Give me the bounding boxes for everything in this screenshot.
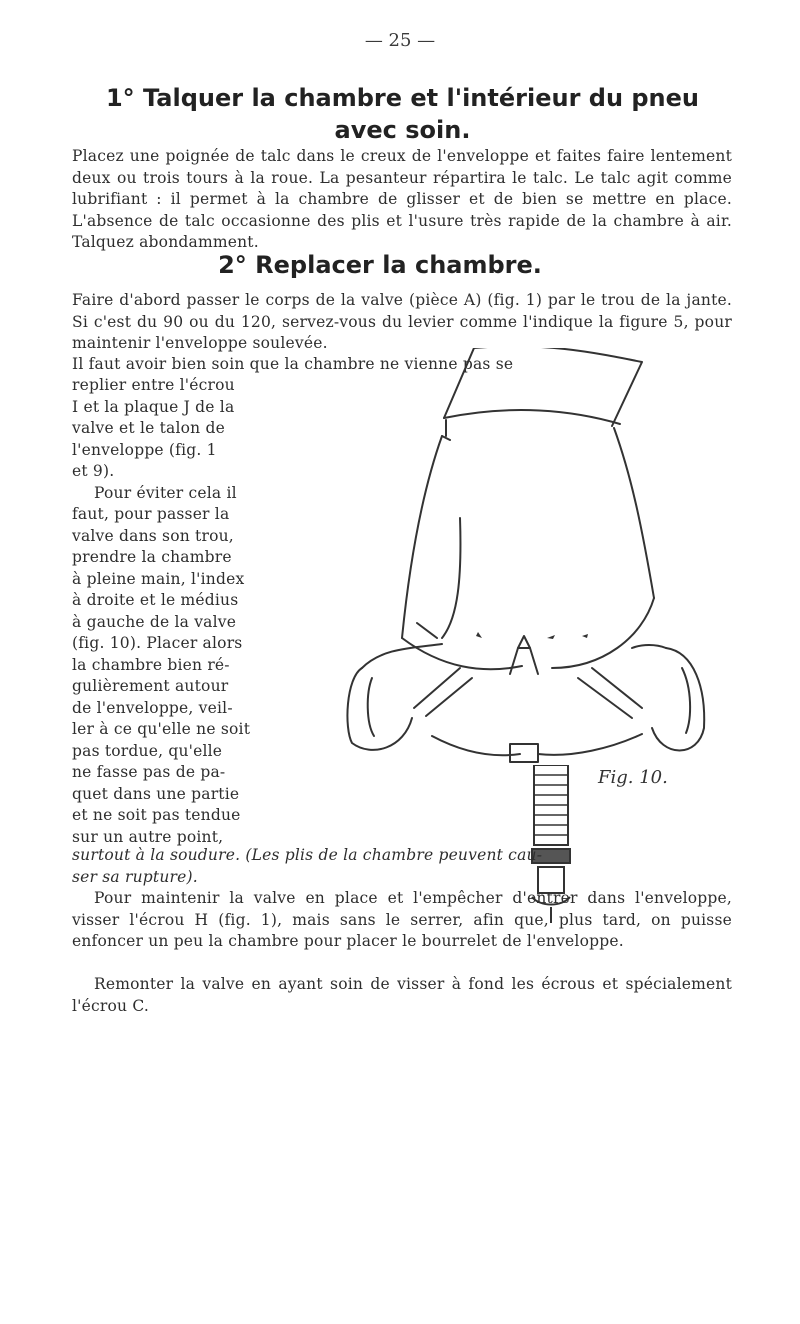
section1-title-line1: 1° Talquer la chambre et l'intérieur du pneu (105, 84, 700, 112)
text-line: la chambre bien ré- (72, 655, 230, 674)
text-line: de l'enveloppe, veil- (72, 698, 233, 717)
text-line: ne fasse pas de pa- (72, 763, 226, 781)
text-line: et ne soit pas tendue (72, 806, 241, 824)
section1-title (70, 82, 735, 146)
page-number: — 25 — (364, 30, 436, 51)
text-line: faut, pour passer la (72, 505, 230, 523)
text-line: l'enveloppe (fig. 1 (72, 440, 217, 459)
section1-title-line2: avec soin. (334, 116, 471, 144)
valve-hand-drawing (342, 348, 712, 768)
text-line: (fig. 10). Placer alors (72, 634, 243, 652)
text-line: sur un autre point, (72, 827, 224, 846)
text-line: quet dans une partie (72, 784, 240, 803)
text-line: à droite et le médius (72, 591, 239, 609)
text-line: à gauche de la valve (72, 612, 237, 631)
text-line: et 9). (72, 462, 115, 480)
section1-paragraph: Placez une poignée de talc dans le creux de l'enveloppe et faites faire lentement deux ou trois tours à la roue. La pesanteur répartira le talc. Le talc agit comme lubrifiant : il permet à la chambre de glisser et de bien se mettre en place. L'absence de talc occasionne des plis et l'usure très rapide de la chambre à air. Talquez abondamment. (72, 147, 732, 251)
text-line: à pleine main, l'index (72, 569, 245, 588)
text-line: pas tordue, qu'elle (72, 741, 223, 760)
text-line: Pour éviter cela il (94, 483, 237, 502)
text-line: valve et le talon de (72, 419, 225, 437)
figure-10-illustration (342, 348, 712, 768)
text-line: valve dans son trou, (72, 526, 234, 545)
section2-title: 2° Replacer la chambre. (218, 251, 542, 279)
italic-line: ser sa rupture). (72, 867, 198, 886)
italic-line: surtout à la soudure. (Les plis de la chambre peuvent cau- (72, 846, 543, 864)
section2-paragraph4: Remonter la valve en ayant soin de visser à fond les écrous et spécialement l'écrou C. (72, 975, 732, 1015)
figure-caption: Fig. 10. (598, 767, 668, 788)
section2-italic-note (72, 845, 732, 888)
text-line: gulièrement autour (72, 677, 229, 695)
text-line: prendre la chambre (72, 548, 232, 566)
section2-paragraph2-column (72, 375, 340, 848)
section2-paragraph2-first-line: Il faut avoir bien soin que la chambre ne vienne pas se (72, 355, 514, 373)
text-line: replier entre l'écrou (72, 376, 235, 394)
section2-paragraph3: Pour maintenir la valve en place et l'empêcher d'entrer dans l'enveloppe, visser l'écrou H (fig. 1), mais sans le serrer, afin que, plus tard, on puisse enfoncer un peu la chambre pour placer le bourrelet de l'enveloppe. (72, 889, 732, 950)
text-line: ler à ce qu'elle ne soit (72, 720, 251, 738)
section2-paragraph1: Faire d'abord passer le corps de la valve (pièce A) (fig. 1) par le trou de la jante. Si c'est du 90 ou du 120, servez-vous du levier comme l'indique la figure 5, pour maintenir l'enveloppe soulevée. (72, 291, 732, 352)
text-line: I et la plaque J de la (72, 397, 235, 416)
